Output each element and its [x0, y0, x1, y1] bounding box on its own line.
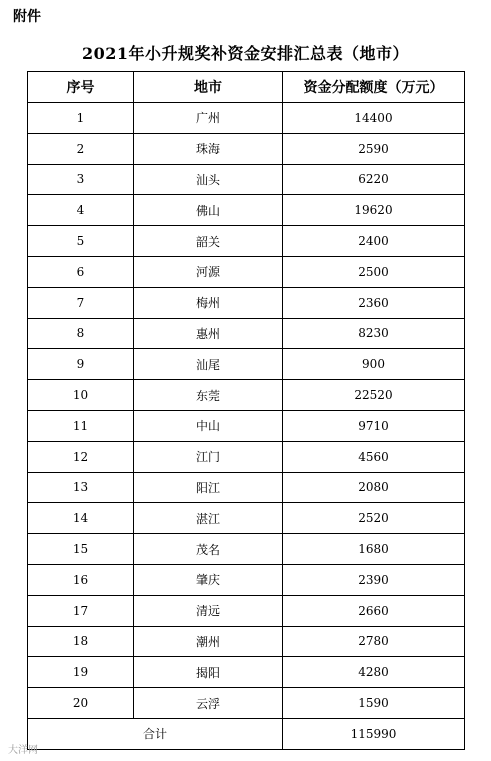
cell-serial-number: 8 [28, 318, 134, 349]
cell-amount: 2390 [283, 564, 465, 595]
watermark: 大洋网 [8, 745, 38, 756]
cell-amount: 2660 [283, 595, 465, 626]
cell-amount: 14400 [283, 103, 465, 134]
table-header-row [28, 72, 465, 103]
cell-amount: 9710 [283, 410, 465, 441]
cell-city: 阳江 [134, 472, 283, 503]
fund-allocation-table [27, 71, 465, 750]
cell-amount: 2520 [283, 503, 465, 534]
table-row [28, 226, 465, 257]
cell-serial-number: 18 [28, 626, 134, 657]
cell-amount: 8230 [283, 318, 465, 349]
cell-city: 汕尾 [134, 349, 283, 380]
cell-serial-number: 20 [28, 688, 134, 719]
table-row [28, 103, 465, 134]
cell-amount: 2500 [283, 256, 465, 287]
cell-city: 茂名 [134, 534, 283, 565]
cell-serial-number: 14 [28, 503, 134, 534]
total-amount: 115990 [283, 718, 465, 749]
table-row [28, 349, 465, 380]
table-row [28, 380, 465, 411]
table-row [28, 133, 465, 164]
cell-amount: 900 [283, 349, 465, 380]
cell-serial-number: 3 [28, 164, 134, 195]
cell-city: 梅州 [134, 287, 283, 318]
cell-serial-number: 17 [28, 595, 134, 626]
cell-amount: 4280 [283, 657, 465, 688]
cell-serial-number: 13 [28, 472, 134, 503]
cell-serial-number: 9 [28, 349, 134, 380]
cell-city: 韶关 [134, 226, 283, 257]
cell-serial-number: 11 [28, 410, 134, 441]
table-row [28, 256, 465, 287]
cell-amount: 2080 [283, 472, 465, 503]
attachment-label: 附件 [13, 9, 41, 25]
cell-amount: 4560 [283, 441, 465, 472]
cell-serial-number: 16 [28, 564, 134, 595]
table-row [28, 164, 465, 195]
header-city: 地市 [134, 72, 283, 103]
cell-city: 江门 [134, 441, 283, 472]
cell-amount: 6220 [283, 164, 465, 195]
cell-serial-number: 7 [28, 287, 134, 318]
table-row [28, 564, 465, 595]
cell-amount: 2780 [283, 626, 465, 657]
cell-amount: 2360 [283, 287, 465, 318]
document-title: 2021年小升规奖补资金安排汇总表（地市） [81, 44, 410, 63]
cell-city: 云浮 [134, 688, 283, 719]
cell-amount: 2400 [283, 226, 465, 257]
cell-serial-number: 19 [28, 657, 134, 688]
table-row [28, 195, 465, 226]
header-serial-number: 序号 [28, 72, 134, 103]
cell-amount: 22520 [283, 380, 465, 411]
cell-city: 广州 [134, 103, 283, 134]
cell-serial-number: 5 [28, 226, 134, 257]
table-row [28, 287, 465, 318]
table-row [28, 503, 465, 534]
cell-city: 揭阳 [134, 657, 283, 688]
table-row [28, 534, 465, 565]
total-label: 合计 [28, 718, 283, 749]
table-row [28, 595, 465, 626]
table-row [28, 410, 465, 441]
table-row [28, 318, 465, 349]
cell-amount: 2590 [283, 133, 465, 164]
cell-serial-number: 6 [28, 256, 134, 287]
cell-amount: 1680 [283, 534, 465, 565]
cell-city: 潮州 [134, 626, 283, 657]
table-row [28, 472, 465, 503]
table-row [28, 688, 465, 719]
cell-serial-number: 1 [28, 103, 134, 134]
cell-amount: 1590 [283, 688, 465, 719]
table-row [28, 626, 465, 657]
cell-serial-number: 2 [28, 133, 134, 164]
cell-city: 肇庆 [134, 564, 283, 595]
cell-serial-number: 12 [28, 441, 134, 472]
cell-serial-number: 4 [28, 195, 134, 226]
cell-city: 惠州 [134, 318, 283, 349]
cell-city: 湛江 [134, 503, 283, 534]
cell-city: 河源 [134, 256, 283, 287]
cell-city: 中山 [134, 410, 283, 441]
cell-city: 清远 [134, 595, 283, 626]
table-row [28, 441, 465, 472]
cell-city: 珠海 [134, 133, 283, 164]
cell-city: 东莞 [134, 380, 283, 411]
header-amount: 资金分配额度（万元） [283, 72, 465, 103]
table-row [28, 657, 465, 688]
cell-serial-number: 15 [28, 534, 134, 565]
table-total-row [28, 718, 465, 749]
cell-city: 汕头 [134, 164, 283, 195]
cell-serial-number: 10 [28, 380, 134, 411]
cell-amount: 19620 [283, 195, 465, 226]
cell-city: 佛山 [134, 195, 283, 226]
